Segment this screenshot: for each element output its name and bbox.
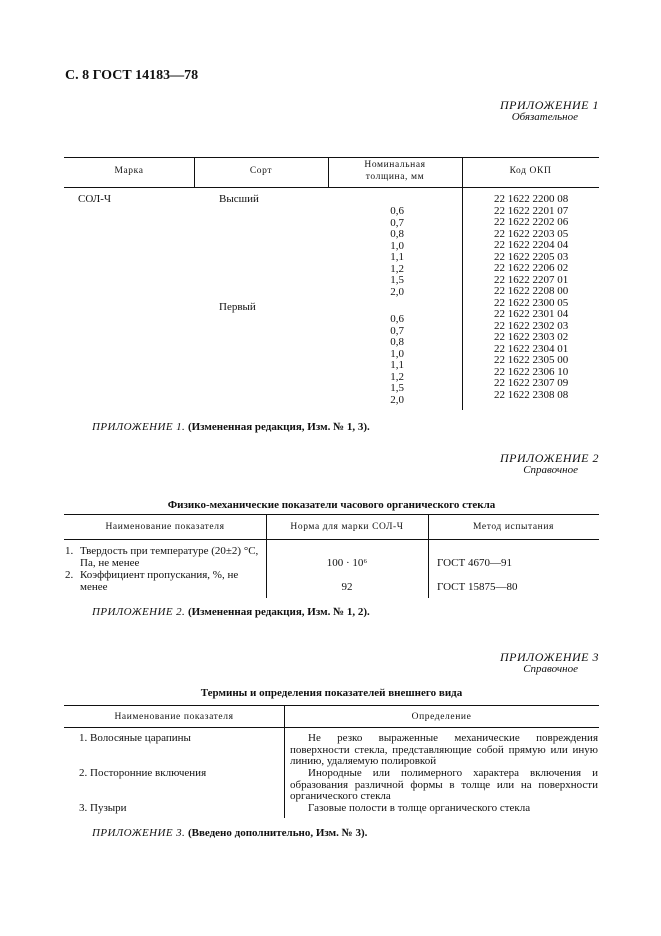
table1-top-rule xyxy=(64,157,599,158)
table3-row3-name: 3. Пузыри xyxy=(79,802,127,814)
table2-caption: Физико-механические показатели часового органического стекла xyxy=(167,499,496,511)
table1-brand: СОЛ-Ч xyxy=(78,193,112,205)
appendix-3-note-label: ПРИЛОЖЕНИЕ 3. xyxy=(92,827,186,839)
appendix-2-title: ПРИЛОЖЕНИЕ 2 xyxy=(500,451,599,465)
table2-row1-num: 1. xyxy=(65,545,74,557)
appendix-2-note xyxy=(92,606,370,618)
appendix-3-title: ПРИЛОЖЕНИЕ 3 xyxy=(500,650,599,664)
table2-row2-num: 2. xyxy=(65,569,74,581)
appendix-2-note-text: (Измененная редакция, Изм. № 1, 2). xyxy=(187,606,370,618)
table1-col-grade: Сорт xyxy=(249,166,273,176)
table1-col-code: Код ОКП xyxy=(509,166,552,176)
appendix-3-note-text: (Введено дополнительно, Изм. № 3). xyxy=(187,827,368,839)
table1-col-thickness: Номинальная толщина, мм xyxy=(364,160,426,182)
table1-codes: 22 1622 2200 08 22 1622 2201 07 22 1622 2202 06 22 1622 2203 05 22 1622 2204 04 22 1622 2205 03 22 1622 2206 02 22 1622 2207 01 22 1622 2208 00 22 1622 2300 05 22 1622 2301 04 22 1622 2302 03 22 1622 2303 02 22 1622 2304 01 22 1622 2305 00 22 1622 2306 10 22 1622 2307 09 22 1622 2308 08 xyxy=(494,193,569,401)
appendix-3-note xyxy=(92,827,367,839)
table1-thickness-first: 0,6 0,7 0,8 1,0 1,1 1,2 1,5 2,0 xyxy=(390,313,404,406)
table3-row2-name: 2. Посторонние включения xyxy=(79,767,207,779)
appendix-1-note-text: (Измененная редакция, Изм. № 1, 3). xyxy=(187,421,370,433)
appendix-2-note-label: ПРИЛОЖЕНИЕ 2. xyxy=(92,606,186,618)
table2-top-rule xyxy=(64,514,599,515)
table2-row1-method: ГОСТ 4670—91 xyxy=(437,557,512,569)
table1-thickness-high: 0,6 0,7 0,8 1,0 1,1 1,2 1,5 2,0 xyxy=(390,205,404,298)
table3-col-def: Определение xyxy=(411,712,472,722)
table3-header-rule xyxy=(64,727,599,728)
table1-header-rule xyxy=(64,187,599,188)
table3-col-name: Наименование показателя xyxy=(114,712,234,722)
table2-row1-name-l2: Па, не менее xyxy=(80,557,140,569)
table3-row1-def: Не резко выраженные механические повреждения поверхности стекла, представляющие собой прямую или иную линию, удаляемую полировкой xyxy=(290,732,598,767)
table2-row2-method: ГОСТ 15875—80 xyxy=(437,581,518,593)
appendix-2-subtitle: Справочное xyxy=(523,464,578,476)
table1-col-brand: Марка xyxy=(114,166,144,176)
table2-row2-name-l1: Коэффициент пропускания, %, не xyxy=(80,569,239,581)
table2-row1-name-l1: Твердость при температуре (20±2) °С, xyxy=(80,545,259,557)
table2-row1-norm: 100 · 10⁶ xyxy=(326,557,368,569)
appendix-1-note xyxy=(92,421,370,433)
table3-row3-def: Газовые полости в толще органического стекла xyxy=(308,802,531,814)
appendix-3-subtitle: Справочное xyxy=(523,663,578,675)
appendix-1-subtitle: Обязательное xyxy=(511,111,578,123)
table2-row2-name-l2: менее xyxy=(80,581,108,593)
appendix-1-title: ПРИЛОЖЕНИЕ 1 xyxy=(500,98,599,112)
table2-col-norm: Норма для марки СОЛ-Ч xyxy=(290,522,404,532)
table1-grade-high: Высший xyxy=(219,193,259,205)
table2-col-name: Наименование показателя xyxy=(105,522,225,532)
table1-grade-first: Первый xyxy=(219,301,256,313)
table3-top-rule xyxy=(64,705,599,706)
table2-row2-norm: 92 xyxy=(341,581,353,593)
table2-header-rule xyxy=(64,539,599,540)
table3-row1-name: 1. Волосяные царапины xyxy=(79,732,191,744)
table3-row2-def: Инородные или полимерного характера включения и образования различной формы в толще или на поверхности органического стекла xyxy=(290,767,598,802)
table1-vrule-3 xyxy=(462,157,463,410)
table3-caption: Термины и определения показателей внешнего вида xyxy=(200,687,463,699)
table1-vrule-2 xyxy=(328,157,329,187)
table2-col-method: Метод испытания xyxy=(472,522,555,532)
page-header: С. 8 ГОСТ 14183—78 xyxy=(65,68,199,83)
appendix-1-note-label: ПРИЛОЖЕНИЕ 1. xyxy=(92,421,186,433)
